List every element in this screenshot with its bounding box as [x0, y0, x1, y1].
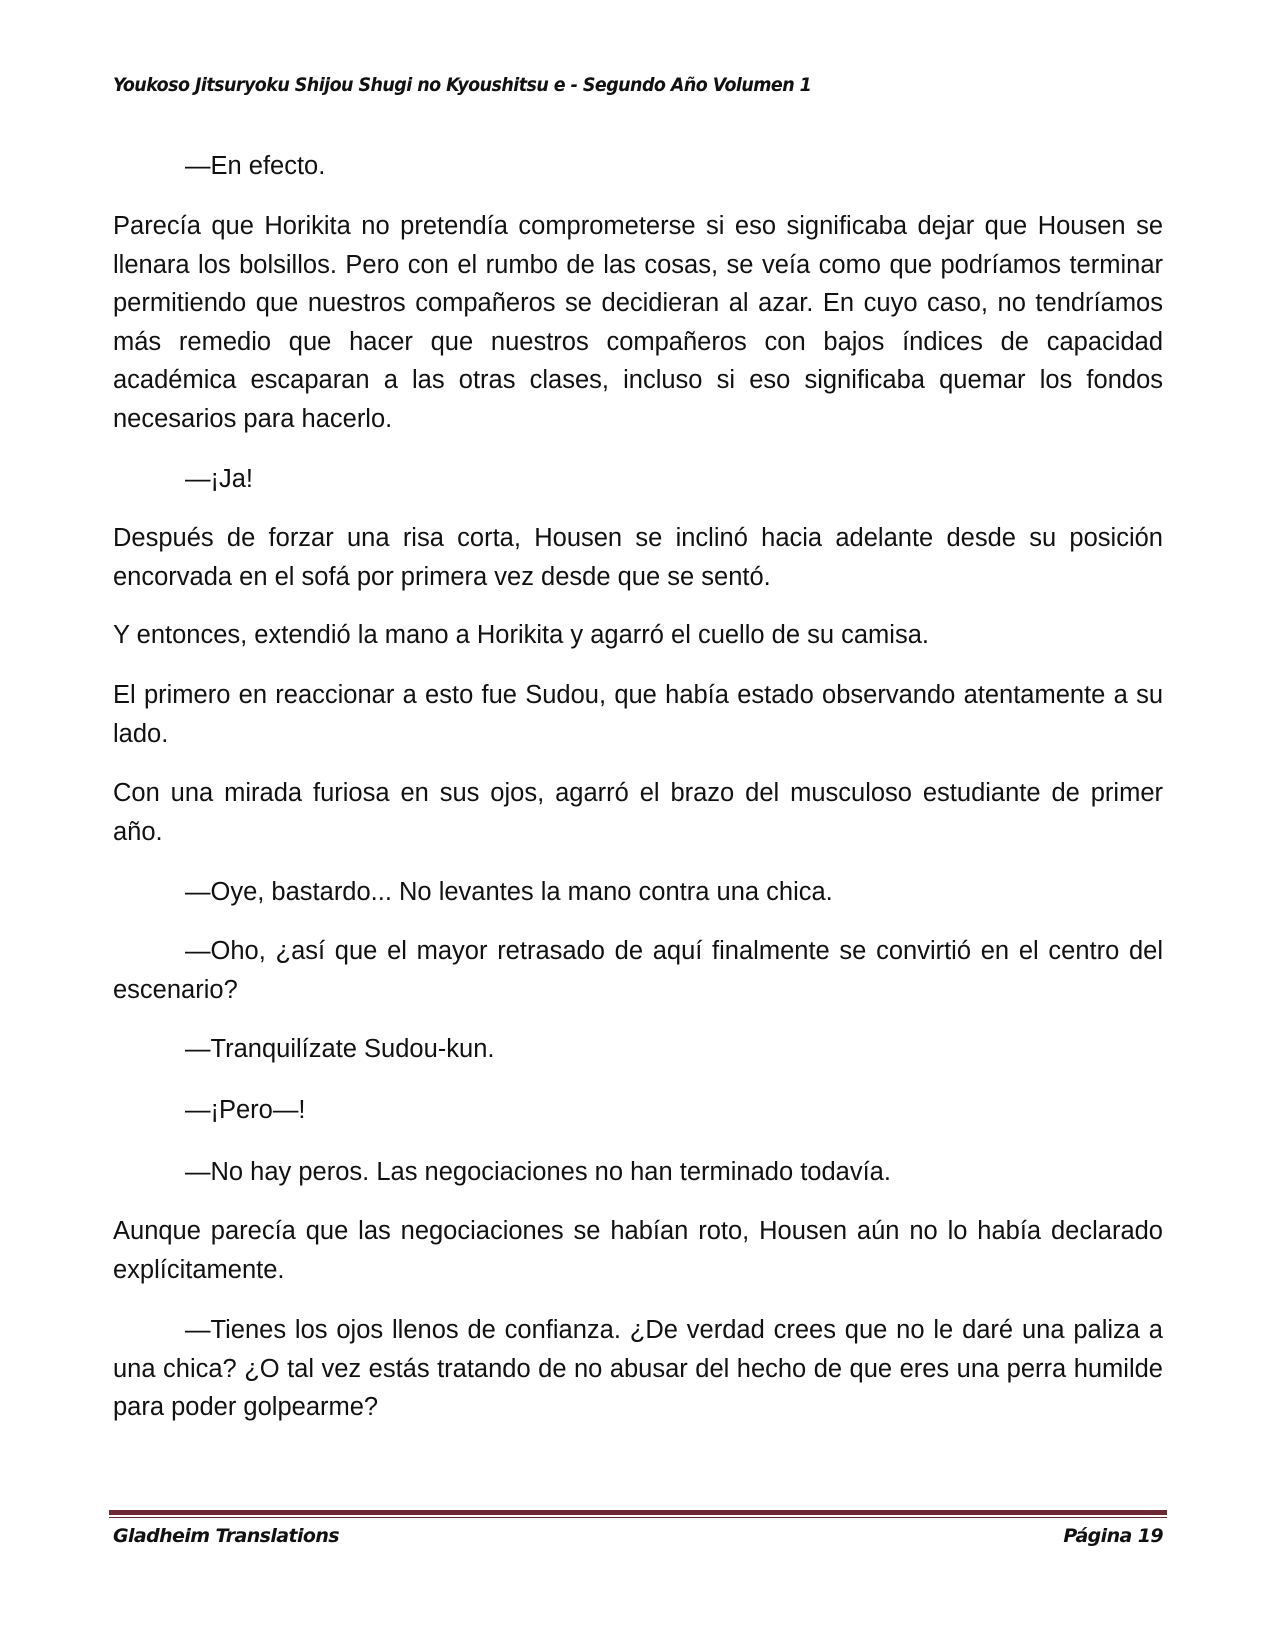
- paragraph: —Tranquilízate Sudou-kun.: [185, 1035, 495, 1063]
- paragraph: —¡Pero—!: [185, 1096, 306, 1124]
- running-header: Youkoso Jitsuryoku Shijou Shugi no Kyoushitsu e - Segundo Año Volumen 1: [113, 74, 812, 96]
- paragraph: —Oho, ¿así que el mayor retrasado de aquí finalmente se convirtió en el centro del escenario?: [113, 937, 1163, 1004]
- paragraph: —Tienes los ojos llenos de confianza. ¿De verdad crees que no le daré una paliza a una chica? ¿O tal vez estás tratando de no abusar del hecho de que eres una perra humilde para poder golpearme?: [113, 1316, 1163, 1421]
- paragraph: —En efecto.: [185, 152, 326, 180]
- paragraph: Después de forzar una risa corta, Housen se inclinó hacia adelante desde su posición encorvada en el sofá por primera vez desde que se sentó.: [113, 524, 1163, 591]
- paragraph: —Oye, bastardo... No levantes la mano contra una chica.: [185, 878, 833, 906]
- paragraph: —No hay peros. Las negociaciones no han terminado todavía.: [185, 1158, 891, 1186]
- paragraph: Aunque parecía que las negociaciones se habían roto, Housen aún no lo había declarado explícitamente.: [113, 1217, 1163, 1284]
- paragraph: Y entonces, extendió la mano a Horikita y agarró el cuello de su camisa.: [113, 621, 929, 649]
- paragraph: El primero en reaccionar a esto fue Sudou, que había estado observando atentamente a su lado.: [113, 681, 1163, 748]
- page-number: Página 19: [1063, 1525, 1163, 1547]
- footer-rule: [109, 1510, 1167, 1515]
- footer-rule-thin: [109, 1517, 1167, 1518]
- paragraph: Parecía que Horikita no pretendía comprometerse si eso significaba dejar que Housen se llenara los bolsillos. Pero con el rumbo de las cosas, se veía como que podríamos terminar permitiendo que nuestros compañeros se decidieran al azar. En cuyo caso, no tendríamos más remedio que hacer que nuestros compañeros con bajos índices de capacidad académica escaparan a las otras clases, incluso si eso significaba quemar los fondos necesarios para hacerlo.: [113, 212, 1163, 433]
- paragraph: —¡Ja!: [185, 465, 254, 493]
- paragraph: Con una mirada furiosa en sus ojos, agarró el brazo del musculoso estudiante de primer año.: [113, 779, 1163, 846]
- footer-translator: Gladheim Translations: [113, 1525, 339, 1547]
